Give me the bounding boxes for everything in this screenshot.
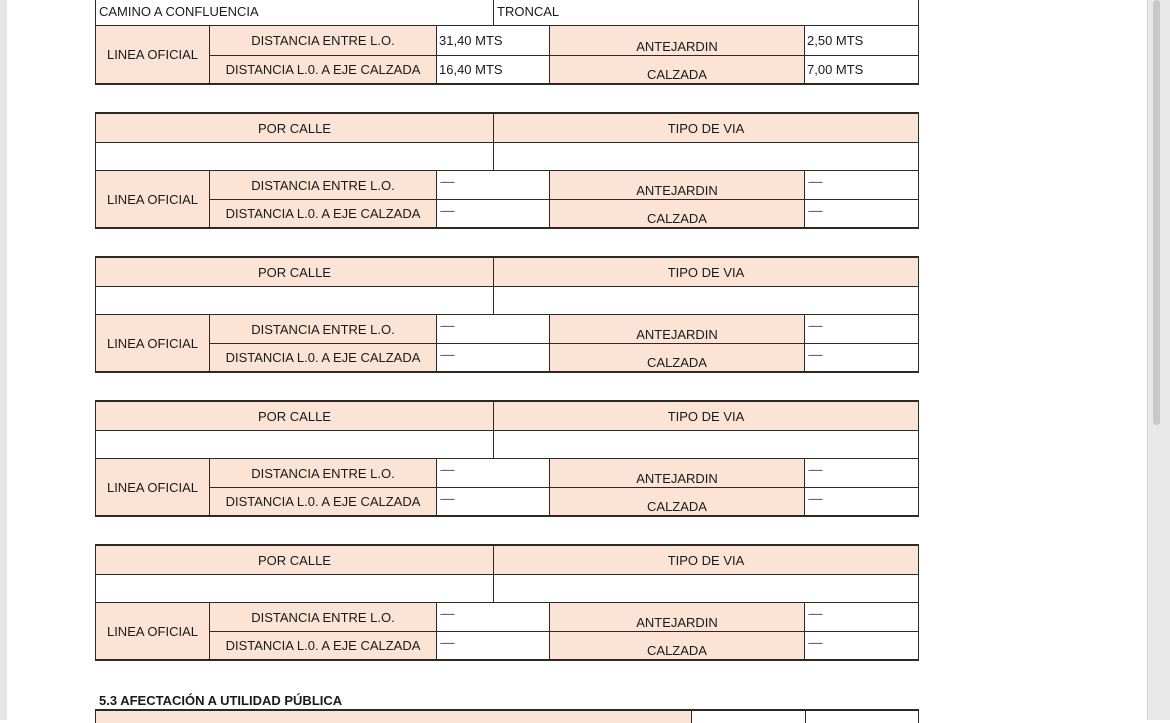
- linea-oficial-label: LINEA OFICIAL: [95, 602, 210, 661]
- via-type-value: [493, 574, 919, 603]
- tipo-de-via-header: TIPO DE VIA: [493, 256, 919, 287]
- street-name-value: [95, 142, 494, 171]
- linea-oficial-label: LINEA OFICIAL: [95, 314, 210, 373]
- antejardin-value: -------: [804, 314, 919, 344]
- street-block-3: [95, 256, 919, 373]
- distancia-lo-eje-label: DISTANCIA L.0. A EJE CALZADA: [209, 343, 437, 373]
- linea-oficial-label: LINEA OFICIAL: [95, 25, 210, 85]
- calzada-value: 7,00 MTS: [804, 55, 919, 85]
- next-table-header-cell: [95, 709, 692, 723]
- por-calle-header: POR CALLE: [95, 256, 494, 287]
- scrollbar-thumb[interactable]: [1153, 0, 1160, 425]
- street-name-value: [95, 430, 494, 459]
- distancia-entre-lo-value: -------: [436, 458, 550, 488]
- distancia-lo-eje-value: -------: [436, 487, 550, 517]
- distancia-lo-eje-value: -------: [436, 343, 550, 373]
- distancia-entre-lo-label: DISTANCIA ENTRE L.O.: [209, 314, 437, 344]
- linea-oficial-label: LINEA OFICIAL: [95, 458, 210, 517]
- antejardin-label: ANTEJARDIN: [549, 25, 805, 56]
- por-calle-header: POR CALLE: [95, 400, 494, 431]
- antejardin-label: ANTEJARDIN: [549, 458, 805, 488]
- antejardin-label: ANTEJARDIN: [549, 602, 805, 632]
- distancia-entre-lo-value: -------: [436, 602, 550, 632]
- via-type-value: [493, 142, 919, 171]
- via-type-value: [493, 286, 919, 315]
- calzada-value: -------: [804, 487, 919, 517]
- distancia-lo-eje-value: 16,40 MTS: [436, 55, 550, 85]
- tipo-de-via-header: TIPO DE VIA: [493, 112, 919, 143]
- next-table-cell: [691, 709, 806, 723]
- street-block-1: [95, 0, 919, 85]
- calzada-value: -------: [804, 343, 919, 373]
- antejardin-value: -------: [804, 170, 919, 200]
- distancia-lo-eje-label: DISTANCIA L.0. A EJE CALZADA: [209, 55, 437, 85]
- distancia-lo-eje-label: DISTANCIA L.0. A EJE CALZADA: [209, 199, 437, 229]
- next-table-cell: [805, 709, 919, 723]
- antejardin-label: ANTEJARDIN: [549, 170, 805, 200]
- street-name-value: CAMINO A CONFLUENCIA: [95, 0, 494, 26]
- distancia-lo-eje-value: -------: [436, 631, 550, 661]
- por-calle-header: POR CALLE: [95, 544, 494, 575]
- distancia-lo-eje-value: -------: [436, 199, 550, 229]
- distancia-entre-lo-label: DISTANCIA ENTRE L.O.: [209, 25, 437, 56]
- distancia-lo-eje-label: DISTANCIA L.0. A EJE CALZADA: [209, 631, 437, 661]
- calzada-value: -------: [804, 199, 919, 229]
- street-type-value: TRONCAL: [493, 0, 919, 26]
- distancia-entre-lo-label: DISTANCIA ENTRE L.O.: [209, 458, 437, 488]
- distancia-entre-lo-label: DISTANCIA ENTRE L.O.: [209, 170, 437, 200]
- street-block-5: [95, 544, 919, 661]
- street-block-2: [95, 112, 919, 229]
- distancia-entre-lo-value: -------: [436, 314, 550, 344]
- street-name-value: [95, 574, 494, 603]
- street-name-value: [95, 286, 494, 315]
- section-title: 5.3 AFECTACIÓN A UTILIDAD PÚBLICA: [99, 693, 343, 708]
- por-calle-header: POR CALLE: [95, 112, 494, 143]
- calzada-label: CALZADA: [549, 199, 805, 229]
- page-margin-left: [0, 0, 7, 720]
- via-type-value: [493, 430, 919, 459]
- linea-oficial-label: LINEA OFICIAL: [95, 170, 210, 229]
- distancia-entre-lo-value: 31,40 MTS: [436, 25, 550, 56]
- distancia-entre-lo-label: DISTANCIA ENTRE L.O.: [209, 602, 437, 632]
- antejardin-label: ANTEJARDIN: [549, 314, 805, 344]
- street-block-4: [95, 400, 919, 517]
- tipo-de-via-header: TIPO DE VIA: [493, 400, 919, 431]
- antejardin-value: -------: [804, 602, 919, 632]
- tipo-de-via-header: TIPO DE VIA: [493, 544, 919, 575]
- calzada-label: CALZADA: [549, 55, 805, 85]
- distancia-lo-eje-label: DISTANCIA L.0. A EJE CALZADA: [209, 487, 437, 517]
- distancia-entre-lo-value: -------: [436, 170, 550, 200]
- antejardin-value: -------: [804, 458, 919, 488]
- calzada-label: CALZADA: [549, 487, 805, 517]
- calzada-label: CALZADA: [549, 631, 805, 661]
- antejardin-value: 2,50 MTS: [804, 25, 919, 56]
- calzada-label: CALZADA: [549, 343, 805, 373]
- calzada-value: -------: [804, 631, 919, 661]
